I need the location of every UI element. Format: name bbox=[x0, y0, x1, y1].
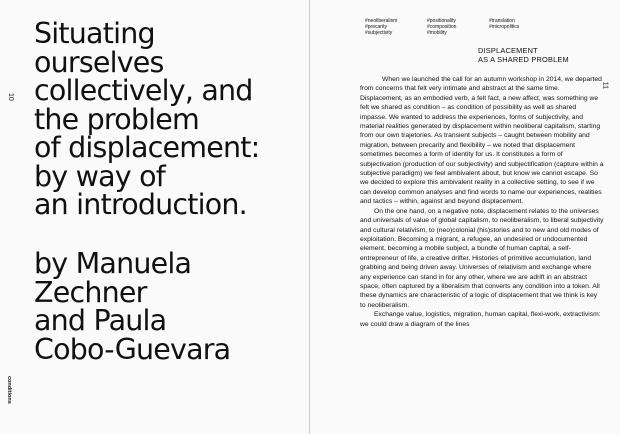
tag: #neoliberalism bbox=[365, 18, 398, 24]
tag bbox=[489, 30, 544, 36]
section-heading: DISPLACEMENT AS A SHARED PROBLEM bbox=[478, 46, 569, 64]
tag: #positionality bbox=[427, 18, 456, 24]
paragraph: When we launched the call for an autumn workshop in 2014, we departed from concerns that felt very intimate and abstract at the same time. Displacement, as an embodied verb, a felt fact, a new affect, was something we felt we shared as condition – as condition of possibility as well as shared impasse. We wanted to address the experiences, forms of subjectivity, and material realities generated by displacement within neoliberal capitalism, starting from our own trajetories. As transient subjects – caught between mobility and migration, between precarity and flexibility – we noted that displacement sometimes becomes a form of identity for us. It constitutes a form of subjectivation (production of our subjectivity) and subjectification (capture within a subjective paradigm) we feel ambivalent about, but know we cannot escape. So we decided to explore this ambivalent reality in a collective setting, to see if we can develop common analyses and find words to name our experiences, realities and tactics – within, against and beyond displacement. bbox=[360, 76, 604, 206]
page-number-left: 10 bbox=[7, 93, 14, 101]
page-number-right: 11 bbox=[601, 81, 608, 89]
tag: #translation bbox=[489, 18, 515, 24]
tag: #precarity bbox=[365, 24, 387, 30]
tag: #subjectivity bbox=[365, 30, 393, 36]
paragraph: Exchange value, logistics, migration, human capital, flexi-work, extractivism: we could draw a diagram of the lines bbox=[360, 311, 601, 328]
paragraph: On the one hand, on a negative note, displacement relates to the universes and universals of value of global capitalism, to neoliberalism, to liberal subjectivity and cultural relativism, to (neo)colonial (his)stories and to new and old modes of exploitation. Becoming a migrant, a refugee, an undesired or undocumented element, becoming a mobile subject, a bundle of human capital, a self-entrepreneur of life, a creative drifter. Histories of primitive accumulation, land grabbing and being driven away. Universes of relativism and exchange where any experience can stand in for any other, where we are adrift in an abstract space, often captured by a liberalism that converts any condition into a token. All these dynamics are characteristic of a logic of displacement that we think is key to neoliberalism. bbox=[360, 207, 604, 309]
tag: #mobility bbox=[427, 30, 447, 36]
keyword-tags bbox=[365, 18, 544, 36]
right-page bbox=[310, 0, 620, 434]
tag: #micropolitics bbox=[489, 24, 520, 30]
chapter-title: Situating ourselves collectively, and the problem of displacement: by way of an introduction. bbox=[34, 17, 260, 221]
tag: #composition bbox=[427, 24, 457, 30]
body-text bbox=[360, 75, 604, 329]
author-byline: by Manuela Zechner and Paula Cobo-Guevara bbox=[34, 247, 231, 366]
section-sidebar-label: conditions bbox=[6, 376, 12, 404]
